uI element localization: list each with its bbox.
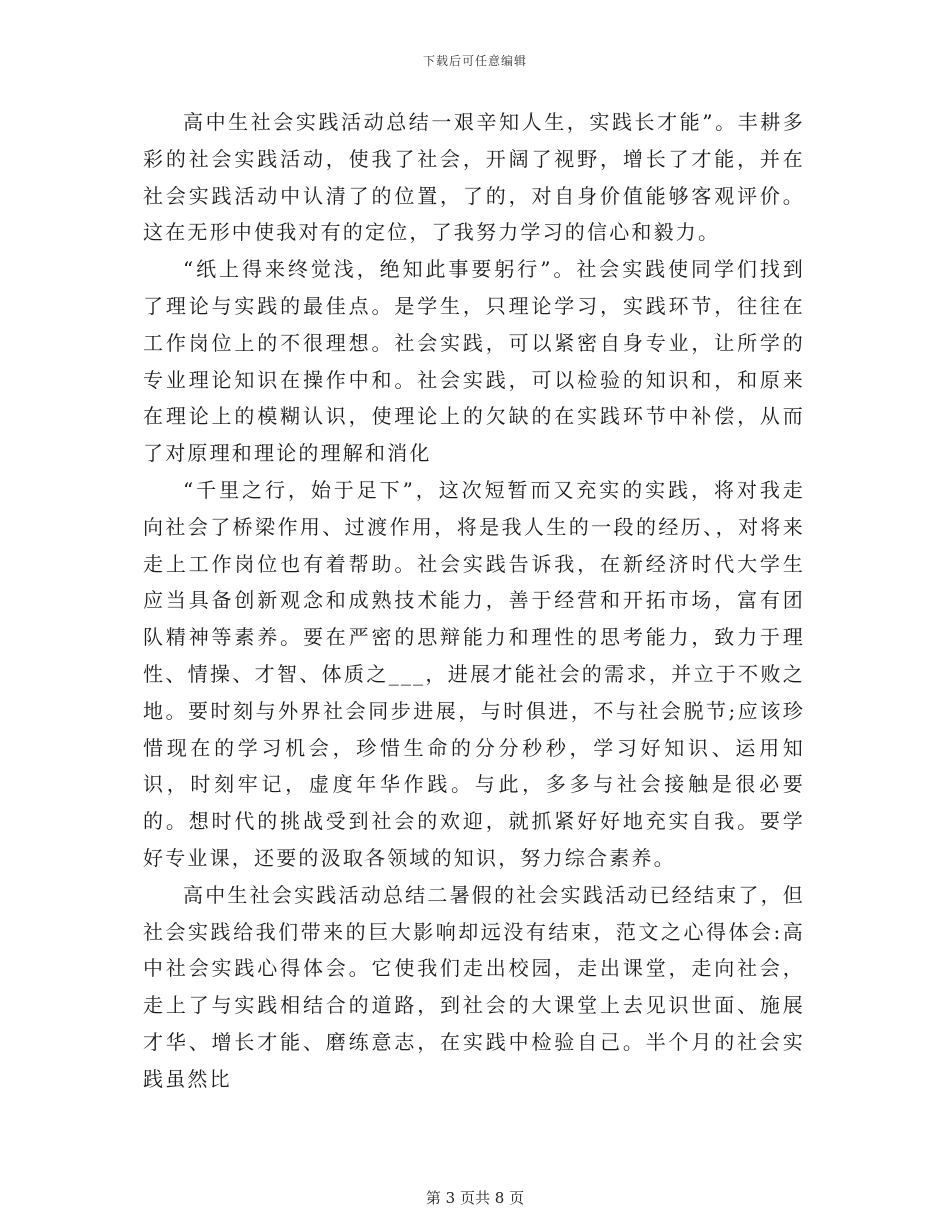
paragraph-2: “纸上得来终觉浅，绝知此事要躬行”。社会实践使同学们找到了理论与实践的最佳点。是学生，只理论学习，实践环节，往往在工作岗位上的不很理想。社会实践，可以紧密自身专业，让所学的专业理论知识在操作中和。社会实践，可以检验的知识和，和原来在理论上的模糊认识，使理论上的欠缺的在实践环节中补偿，从而了对原理和理论的理解和消化 [143,257,805,466]
page-header: 下载后可任意编辑 [422,54,527,68]
paragraph-4: 高中生社会实践活动总结二暑假的社会实践活动已经结束了，但社会实践给我们带来的巨大影响却远没有结束，范文之心得体会:高中社会实践心得体会。它使我们走出校园，走出课堂，走向社会，走上了与实践相结合的道路，到社会的大课堂上去见识世面、施展才华、增长才能、磨练意志，在实践中检验自己。半个月的社会实践虽然比 [143,882,805,1091]
page-number: 第 3 页共 8 页 [425,1189,525,1207]
paragraph-3: “千里之行，始于足下”，这次短暂而又充实的实践，将对我走向社会了桥梁作用、过渡作用，将是我人生的一段的经历、，对将来走上工作岗位也有着帮助。社会实践告诉我，在新经济时代大学生应当具备创新观念和成熟技术能力，善于经营和开拓市场，富有团队精神等素养。要在严密的思辩能力和理性的思考能力，致力于理性、情操、才智、体质之___，进展才能社会的需求，并立于不败之地。要时刻与外界社会同步进展，与时俱进，不与社会脱节;应该珍惜现在的学习机会，珍惜生命的分分秒秒，学习好知识、运用知识，时刻牢记，虚度年华作践。与此，多多与社会接触是很必要的。想时代的挑战受到社会的欢迎，就抓紧好好地充实自我。要学好专业课，还要的汲取各领域的知识，努力综合素养。 [143,477,805,870]
document-body [143,104,805,1098]
paragraph-1: 高中生社会实践活动总结一艰辛知人生，实践长才能”。丰耕多彩的社会实践活动，使我了社会，开阔了视野，增长了才能，并在社会实践活动中认清了的位置，了的，对自身价值能够客观评价。这在无形中使我对有的定位，了我努力学习的信心和毅力。 [143,110,805,245]
